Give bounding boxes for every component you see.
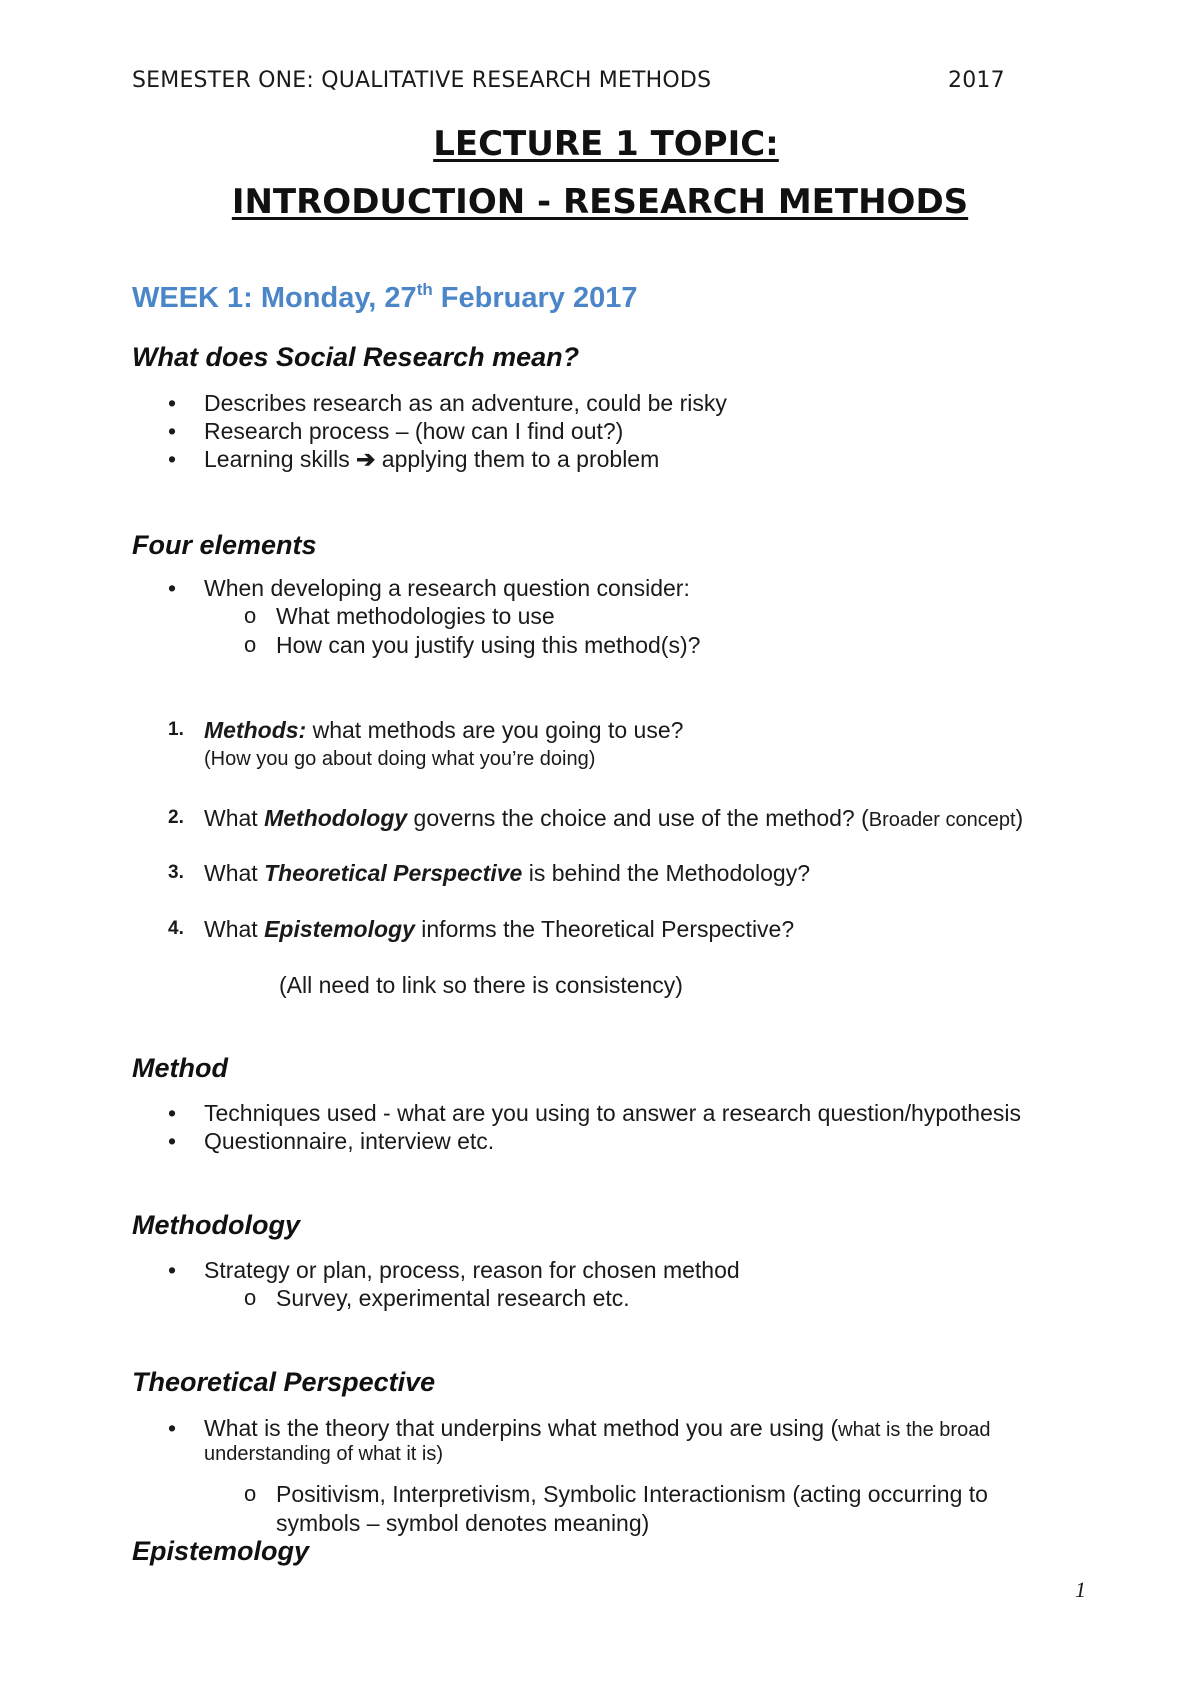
- item-text: governs the choice and use of the method? (: [407, 805, 869, 831]
- bullet-marker: •: [168, 446, 177, 472]
- section-heading-methodology: Methodology: [132, 1210, 300, 1240]
- bullet-marker: •: [168, 1100, 177, 1126]
- list-item-text: Strategy or plan, process, reason for chosen method: [204, 1257, 740, 1283]
- list-item: [168, 390, 727, 417]
- item-text: ): [1015, 805, 1024, 831]
- list-item: [168, 418, 624, 445]
- sub-list-item: [244, 632, 701, 659]
- consistency-note: (All need to link so there is consistency): [279, 972, 683, 998]
- sub-list-item-text: Positivism, Interpretivism, Symbolic Interactionism (acting occurring to: [276, 1481, 988, 1507]
- item-number: 2.: [168, 807, 184, 828]
- week-heading-prefix: WEEK 1: Monday, 27: [132, 282, 417, 314]
- numbered-item-methodology: [168, 805, 1024, 832]
- list-item-text: Techniques used - what are you using to answer a research question/hypothesis: [204, 1100, 1021, 1126]
- bullet-marker: •: [168, 1257, 177, 1283]
- section-heading-epistemology: Epistemology: [132, 1536, 310, 1566]
- numbered-item-epistemology: [168, 916, 795, 943]
- list-item-continuation: understanding of what it is): [204, 1443, 444, 1465]
- lecture-subtitle: INTRODUCTION - RESEARCH METHODS: [231, 182, 969, 222]
- list-item-text: When developing a research question consider:: [204, 575, 690, 601]
- list-item-text: Research process – (how can I find out?): [204, 418, 624, 444]
- item-number: 1.: [168, 719, 184, 740]
- term-epistemology: Epistemology: [264, 916, 415, 942]
- item-number: 4.: [168, 918, 184, 939]
- sub-list-item-text: What methodologies to use: [276, 603, 555, 629]
- section-heading-social-research: What does Social Research mean?: [132, 342, 580, 372]
- list-item-text: Questionnaire, interview etc.: [204, 1128, 495, 1154]
- sub-bullet-marker: o: [244, 632, 257, 657]
- numbered-item-theoretical-perspective: [168, 860, 811, 887]
- list-item: [168, 1128, 495, 1155]
- sub-bullet-marker: o: [244, 1285, 257, 1310]
- lecture-title: LECTURE 1 TOPIC:: [433, 124, 779, 164]
- numbered-item-methods: [168, 717, 684, 744]
- item-aside: Broader concept: [868, 809, 1016, 831]
- term-methodology: Methodology: [264, 805, 408, 831]
- item-text: is behind the Methodology?: [522, 860, 811, 886]
- item-text: What: [204, 916, 265, 942]
- page-number: 1: [1075, 1577, 1086, 1602]
- arrow-right-icon: ➔: [356, 446, 376, 472]
- section-heading-theoretical-perspective: Theoretical Perspective: [132, 1367, 436, 1397]
- item-text: informs the Theoretical Perspective?: [414, 916, 795, 942]
- sub-list-item-text: Survey, experimental research etc.: [276, 1285, 630, 1311]
- bullet-marker: •: [168, 1128, 177, 1154]
- sub-bullet-marker: o: [244, 1481, 257, 1506]
- sub-bullet-marker: o: [244, 603, 257, 628]
- list-item-text: Learning skills: [204, 446, 357, 472]
- item-text: What: [204, 860, 265, 886]
- running-header-title: SEMESTER ONE: QUALITATIVE RESEARCH METHODS: [132, 68, 712, 93]
- section-heading-four-elements: Four elements: [132, 530, 317, 560]
- sub-list-item: [244, 1285, 630, 1312]
- bullet-marker: •: [168, 418, 177, 444]
- running-header-year: 2017: [948, 68, 1005, 93]
- bullet-marker: •: [168, 390, 177, 416]
- week-heading-sup: th: [416, 280, 433, 299]
- bullet-marker: •: [168, 1415, 177, 1441]
- sub-list-item-continuation: symbols – symbol denotes meaning): [276, 1510, 650, 1536]
- week-heading: [132, 280, 637, 315]
- list-item: [168, 446, 660, 473]
- sub-list-item-text: How can you justify using this method(s)?: [276, 632, 701, 658]
- numbered-item-note: (How you go about doing what you’re doing): [204, 748, 596, 770]
- sub-list-item: [244, 603, 555, 630]
- section-heading-method: Method: [132, 1053, 228, 1083]
- term-methods: Methods:: [204, 717, 307, 743]
- term-theoretical-perspective: Theoretical Perspective: [264, 860, 523, 886]
- sub-list-item: [244, 1481, 988, 1508]
- list-item: [168, 1257, 740, 1284]
- item-number: 3.: [168, 862, 184, 883]
- week-heading-suffix: February 2017: [432, 282, 638, 314]
- list-item-text: Describes research as an adventure, could be risky: [204, 390, 727, 416]
- list-item-text: applying them to a problem: [375, 446, 660, 472]
- bullet-marker: •: [168, 575, 177, 601]
- list-item-text: What is the theory that underpins what method you are using (: [204, 1415, 839, 1441]
- item-text: What: [204, 805, 265, 831]
- list-item: [168, 575, 690, 602]
- list-item: [168, 1415, 991, 1442]
- list-item: [168, 1100, 1021, 1127]
- item-text: what methods are you going to use?: [306, 717, 684, 743]
- list-item-aside: what is the broad: [838, 1419, 991, 1441]
